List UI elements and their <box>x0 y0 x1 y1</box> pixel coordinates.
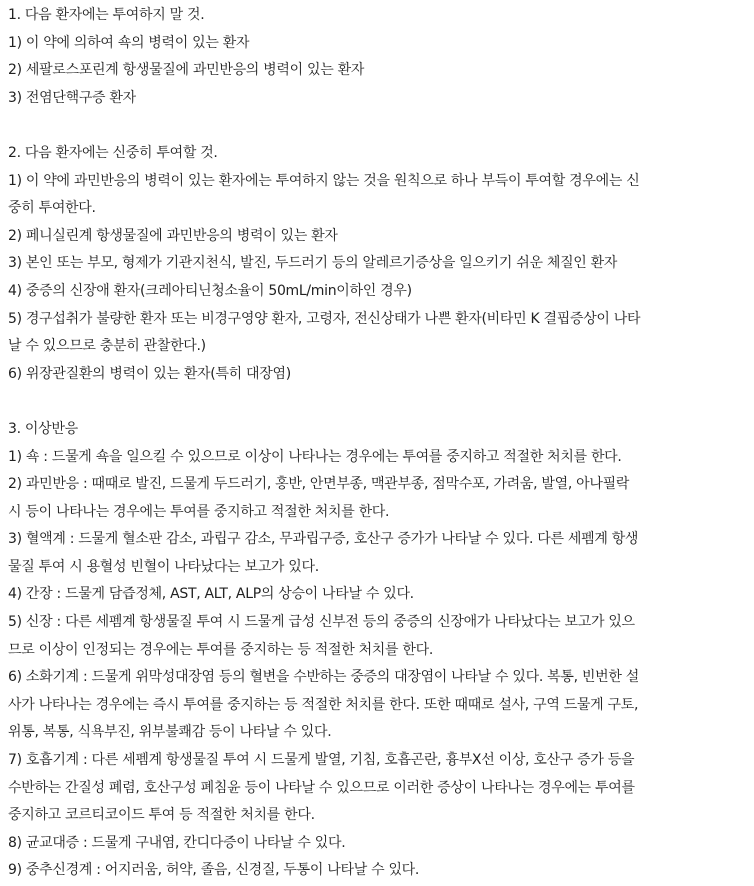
text-line: 므로 이상이 인정되는 경우에는 투여를 중지하는 등 적절한 처치를 한다. <box>8 641 433 658</box>
text-line: 위통, 복통, 식욕부진, 위부불쾌감 등이 나타날 수 있다. <box>8 724 332 741</box>
section-heading: 1. 다음 환자에는 투여하지 말 것. <box>8 7 205 23</box>
text-line: 3) 본인 또는 부모, 형제가 기관지천식, 발진, 두드러기 등의 알레르기증상을 일으키기 쉬운 체질인 환자 <box>8 255 618 272</box>
section-spacer <box>8 112 744 140</box>
text-line: 2) 페니실린계 항생물질에 과민반응의 병력이 있는 환자 <box>8 227 338 244</box>
text-line: 4) 중증의 신장애 환자(크레아티닌청소율이 50mL/min이하인 경우) <box>8 282 412 299</box>
text-line: 3) 혈액계 : 드물게 혈소판 감소, 과립구 감소, 무과립구증, 호산구 증가가 나타날 수 있다. 다른 세펨계 항생 <box>8 531 639 548</box>
text-line: 3) 전염단핵구증 환자 <box>8 89 136 106</box>
text-line: 6) 위장관질환의 병력이 있는 환자(특히 대장염) <box>8 365 291 382</box>
text-line: 날 수 있으므로 충분히 관찰한다.) <box>8 338 206 355</box>
section-spacer <box>8 388 744 416</box>
text-line: 1) 이 약에 과민반응의 병력이 있는 환자에는 투여하지 않는 것을 원칙으로 하나 부득이 투여할 경우에는 신 <box>8 172 640 189</box>
text-line: 중지하고 코르티코이드 투여 등 적절한 처치를 한다. <box>8 807 315 824</box>
text-line: 4) 간장 : 드물게 담즙정체, AST, ALT, ALP의 상승이 나타날 수 있다. <box>8 586 414 603</box>
text-line: 7) 호흡기계 : 다른 세펨계 항생물질 투여 시 드물게 발열, 기침, 호흡곤란, 흉부X선 이상, 호산구 증가 등을 <box>8 752 635 769</box>
text-line: 2) 과민반응 : 때때로 발진, 드물게 두드러기, 홍반, 안면부종, 맥관부종, 점막수포, 가려움, 발열, 아나필락 <box>8 476 630 493</box>
text-line: 5) 신장 : 다른 세펨계 항생물질 투여 시 드물게 급성 신부전 등의 중증의 신장애가 나타났다는 보고가 있으 <box>8 614 635 631</box>
text-line: 시 등이 나타나는 경우에는 투여를 중지하고 적절한 처치를 한다. <box>8 503 390 520</box>
text-line: 중히 투여한다. <box>8 200 96 217</box>
text-line: 6) 소화기계 : 드물게 위막성대장염 등의 혈변을 수반하는 중증의 대장염이 나타날 수 있다. 복통, 빈번한 설 <box>8 669 639 686</box>
text-line: 물질 투여 시 용혈성 빈혈이 나타났다는 보고가 있다. <box>8 558 319 575</box>
text-line: 수반하는 간질성 폐렴, 호산구성 폐침윤 등이 나타날 수 있으므로 이러한 증상이 나타나는 경우에는 투여를 <box>8 779 635 796</box>
text-line: 9) 중추신경계 : 어지러움, 허약, 졸음, 신경질, 두통이 나타날 수 있다. <box>8 862 420 879</box>
text-line: 사가 나타나는 경우에는 즉시 투여를 중지하는 등 적절한 처치를 한다. 또한 때때로 설사, 구역 드물게 구토, <box>8 696 639 713</box>
section-heading: 2. 다음 환자에는 신중히 투여할 것. <box>8 144 218 161</box>
text-line: 2) 세팔로스포린계 항생물질에 과민반응의 병력이 있는 환자 <box>8 62 365 79</box>
text-line: 1) 쇽 : 드물게 쇽을 일으킬 수 있으므로 이상이 나타나는 경우에는 투여를 중지하고 적절한 처치를 한다. <box>8 448 622 465</box>
text-line: 8) 균교대증 : 드물게 구내염, 칸디다증이 나타날 수 있다. <box>8 834 346 851</box>
text-line: 5) 경구섭취가 불량한 환자 또는 비경구영양 환자, 고령자, 전신상태가 나쁜 환자(비타민 K 결핍증상이 나타 <box>8 310 641 327</box>
section-heading: 3. 이상반응 <box>8 420 78 437</box>
text-line: 1) 이 약에 의하여 쇽의 병력이 있는 환자 <box>8 34 250 51</box>
